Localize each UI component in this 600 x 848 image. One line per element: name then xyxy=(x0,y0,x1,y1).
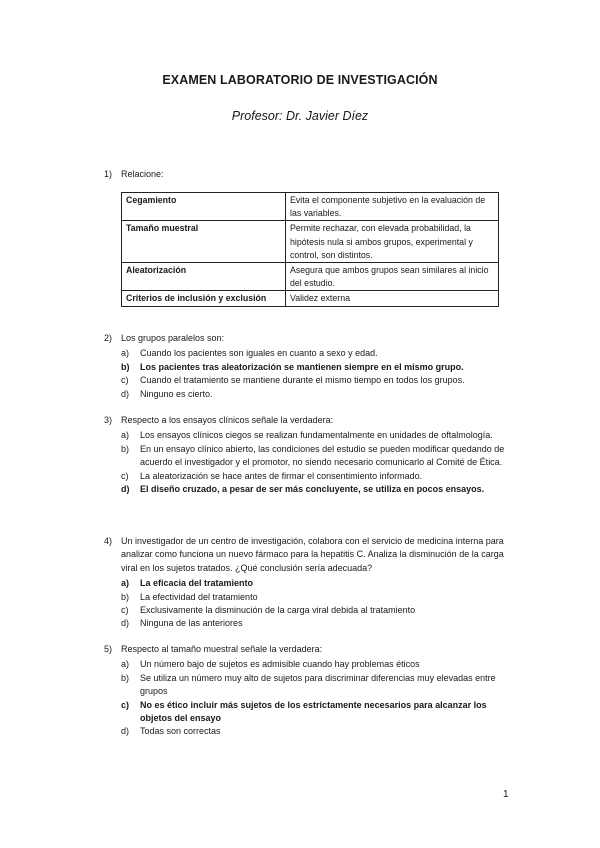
option-a: a) Cuando los pacientes son iguales en cuanto a sexo y edad. xyxy=(121,348,378,359)
option-d: d) Ninguna de las anteriores xyxy=(121,618,243,629)
option-c: c) Cuando el tratamiento se mantiene durante el mismo tiempo en todos los grupos. xyxy=(121,375,465,386)
option-b: b) La efectividad del tratamiento xyxy=(121,591,258,602)
relation-table xyxy=(121,192,499,307)
option-a-correct: a) La eficacia del tratamiento xyxy=(121,578,254,589)
option-d: d) Ninguno es cierto. xyxy=(121,388,213,399)
exam-title: EXAMEN LABORATORIO DE INVESTIGACIÓN xyxy=(162,73,438,87)
option-c: c) Exclusivamente la disminución de la carga viral debida al tratamiento xyxy=(121,605,416,616)
question-5 xyxy=(104,643,514,739)
term-cell: Tamaño muestral xyxy=(122,221,286,263)
term-cell: Cegamiento xyxy=(122,193,286,221)
definition-cell: Validez externa xyxy=(286,291,499,306)
question-text: Los grupos paralelos son: xyxy=(121,333,225,343)
question-1 xyxy=(104,168,514,181)
question-text: Respecto a los ensayos clínicos señale la verdadera: xyxy=(121,415,334,425)
option-d-correct: d) El diseño cruzado, a pesar de ser más concluyente, se utiliza en pocos ensayos. xyxy=(121,484,485,495)
option-c-correct: c) No es ético incluir más sujetos de los estrictamente necesarios para alcanzar los objetos del ensayo xyxy=(121,699,487,724)
term-cell: Criterios de inclusión y exclusión xyxy=(122,291,286,306)
term-cell: Aleatorización xyxy=(122,263,286,291)
table-row xyxy=(122,291,499,306)
page-number: 1 xyxy=(503,789,509,800)
option-c: c) La aleatorización se hace antes de firmar el consentimiento informado. xyxy=(121,470,423,481)
table-row xyxy=(122,193,499,221)
definition-cell: Asegura que ambos grupos sean similares al inicio del estudio. xyxy=(286,263,499,291)
option-a: a) Los ensayos clínicos ciegos se realizan fundamentalmente en unidades de oftalmología. xyxy=(121,430,493,441)
option-b-correct: b) Los pacientes tras aleatorización se mantienen siempre en el mismo grupo. xyxy=(121,361,464,372)
question-number: 3) xyxy=(104,415,113,425)
question-4 xyxy=(104,535,514,631)
question-number: 2) xyxy=(104,333,113,343)
table-row xyxy=(122,263,499,291)
option-b: b) En un ensayo clínico abierto, las condiciones del estudio se pueden modificar quedando de acuerdo el investigador y el promotor, no siendo necesario comunicarlo al Comité de Ética. xyxy=(121,443,505,468)
definition-cell: Evita el componente subjetivo en la evaluación de las variables. xyxy=(286,193,499,221)
options-list xyxy=(121,577,514,631)
question-number: 4) xyxy=(104,536,113,546)
table-row xyxy=(122,221,499,263)
professor-name: Profesor: Dr. Javier Díez xyxy=(231,109,369,123)
question-number: 1) xyxy=(104,169,113,179)
option-d: d) Todas son correctas xyxy=(121,726,221,737)
options-list xyxy=(121,347,514,401)
question-text: Relacione: xyxy=(121,169,164,179)
question-text: Respecto al tamaño muestral señale la verdadera: xyxy=(121,644,323,654)
options-list xyxy=(121,429,514,496)
definition-cell: Permite rechazar, con elevada probabilidad, la hipótesis nula si ambos grupos, experimental y control, son distintos. xyxy=(286,221,499,263)
options-list xyxy=(121,658,514,738)
question-text: Un investigador de un centro de investigación, colabora con el servicio de medicina interna para analizar como funciona un nuevo fármaco para la hepatitis C. Analiza la disminución de la carga viral en los sujetos tratados. ¿Qué conclusión sería adecuada? xyxy=(121,536,504,573)
question-3 xyxy=(104,414,514,496)
question-number: 5) xyxy=(104,644,113,654)
question-2 xyxy=(104,332,514,401)
option-a: a) Un número bajo de sujetos es admisible cuando hay problemas éticos xyxy=(121,659,420,670)
option-b: b) Se utiliza un número muy alto de sujetos para discriminar diferencias muy elevadas entre grupos xyxy=(121,672,496,697)
